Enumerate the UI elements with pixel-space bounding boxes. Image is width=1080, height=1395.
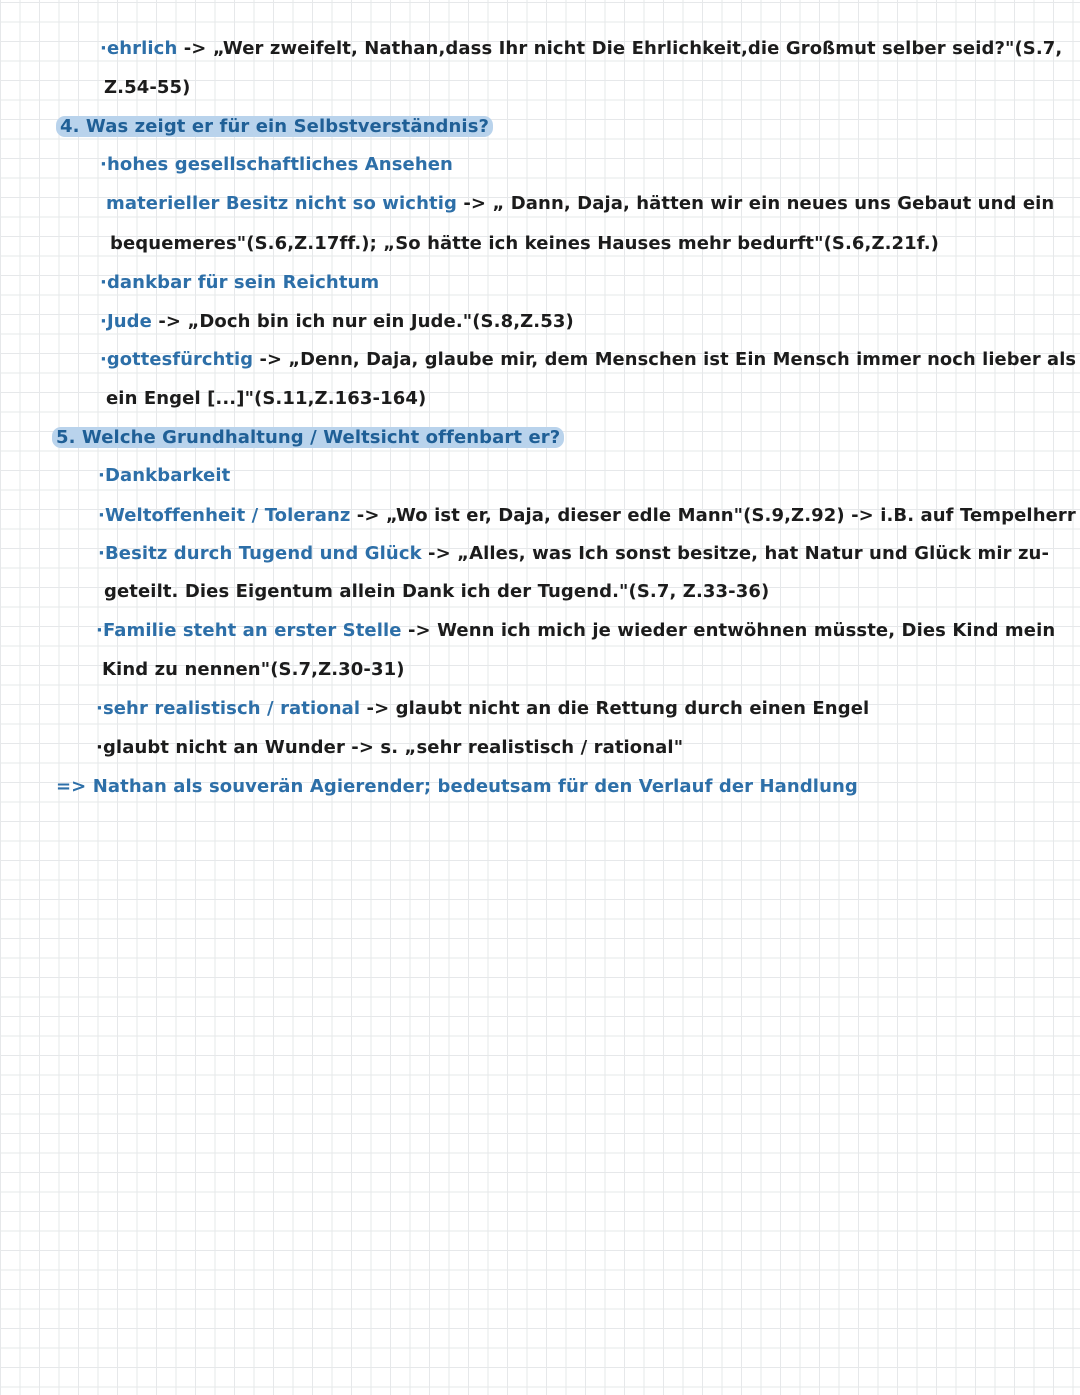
note-line-dankbarkeit: ·Dankbarkeit	[98, 465, 231, 486]
quote: -> „Doch bin ich nur ein Jude."(S.8,Z.53)	[151, 311, 574, 332]
note-line-citation: bequemeres"(S.6,Z.17ff.); „So hätte ich keines Hauses mehr bedurft"(S.6,Z.21f.)	[110, 233, 940, 254]
keyword: ·Weltoffenheit / Toleranz	[98, 505, 351, 526]
highlighted-heading: 5. Welche Grundhaltung / Weltsicht offenbart er?	[52, 427, 564, 448]
note-line-gottesfuerchtig	[100, 347, 1076, 373]
note-line-wunder: ·glaubt nicht an Wunder -> s. „sehr realistisch / rational"	[96, 737, 684, 758]
quote: -> „ Dann, Daja, hätten wir ein neues uns Gebaut und ein	[456, 193, 1055, 214]
note-line-realistisch	[96, 696, 869, 722]
note-line-besitz	[106, 191, 1054, 217]
note-line-ehrlich	[100, 36, 1062, 62]
note-line-weltoffenheit	[98, 503, 1076, 529]
note-line-ansehen: ·hohes gesellschaftliches Ansehen	[100, 154, 453, 175]
keyword: ·Familie steht an erster Stelle	[96, 620, 402, 641]
keyword: ·Besitz durch Tugend und Glück	[98, 543, 422, 564]
note-line-citation: ein Engel [...]"(S.11,Z.163-164)	[106, 388, 427, 409]
note-line-tugend	[98, 541, 1049, 567]
note-line-dankbar: ·dankbar für sein Reichtum	[100, 272, 380, 293]
keyword: ·ehrlich	[100, 38, 178, 59]
keyword: ·Jude	[100, 311, 152, 332]
highlighted-heading: 4. Was zeigt er für ein Selbstverständnis?	[56, 116, 493, 137]
quote: -> „Denn, Daja, glaube mir, dem Menschen ist Ein Mensch immer noch lieber als	[253, 349, 1077, 370]
keyword: ·sehr realistisch / rational	[96, 698, 361, 719]
quote: -> glaubt nicht an die Rettung durch einen Engel	[360, 698, 870, 719]
keyword: materieller Besitz nicht so wichtig	[106, 193, 457, 214]
note-line-citation: geteilt. Dies Eigentum allein Dank ich der Tugend."(S.7, Z.33-36)	[104, 581, 770, 602]
quote: -> „Wer zweifelt, Nathan,dass Ihr nicht Die Ehrlichkeit,die Großmut selber seid?"(S.7,	[177, 38, 1063, 59]
quote: -> „Alles, was Ich sonst besitze, hat Natur und Glück mir zu-	[421, 543, 1050, 564]
quote: -> „Wo ist er, Daja, dieser edle Mann"(S.9,Z.92) -> i.B. auf Tempelherr	[350, 505, 1076, 526]
note-line-familie	[96, 618, 1055, 644]
keyword: ·gottesfürchtig	[100, 349, 254, 370]
quote: -> Wenn ich mich je wieder entwöhnen müsste, Dies Kind mein	[401, 620, 1056, 641]
note-line-citation: Z.54-55)	[104, 77, 191, 98]
heading-question-5	[52, 425, 564, 451]
heading-question-4	[56, 114, 493, 140]
note-line-citation: Kind zu nennen"(S.7,Z.30-31)	[102, 659, 405, 680]
note-line-jude	[100, 309, 574, 335]
conclusion-line: => Nathan als souverän Agierender; bedeutsam für den Verlauf der Handlung	[56, 776, 858, 797]
